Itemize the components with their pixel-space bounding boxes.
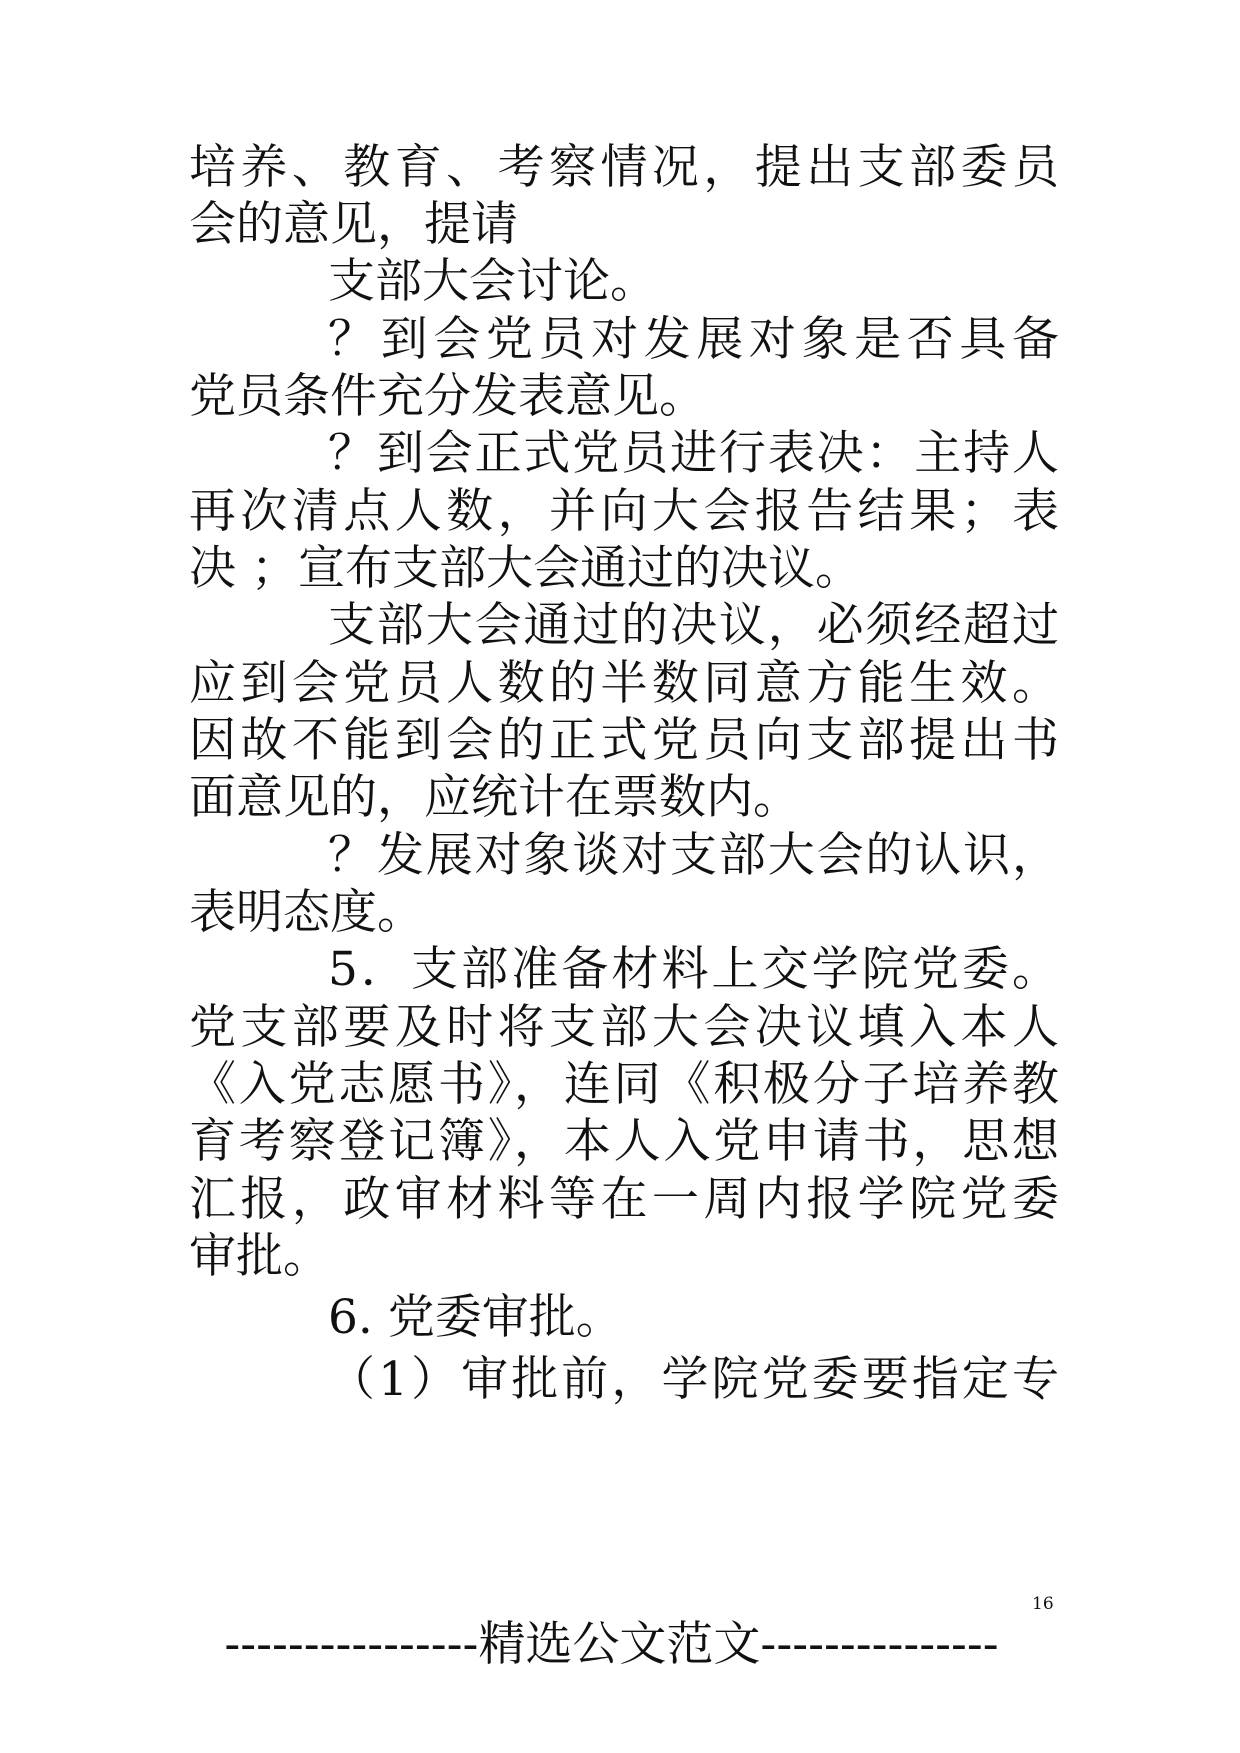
body-line: （1）审批前，学院党委要指定专 bbox=[328, 1352, 1059, 1407]
body-line: 表明态度。 bbox=[189, 885, 424, 940]
page-number: 16 bbox=[1032, 1594, 1054, 1614]
body-line: 应到会党员人数的半数同意方能生效。 bbox=[189, 656, 1059, 711]
body-line: 因故不能到会的正式党员向支部提出书 bbox=[189, 713, 1059, 768]
body-line: 汇报，政审材料等在一周内报学院党委 bbox=[189, 1172, 1059, 1227]
body-line: 《入党志愿书》，连同《积极分子培养教 bbox=[189, 1057, 1059, 1112]
body-line: ？发展对象谈对支部大会的认识， bbox=[328, 828, 1059, 883]
body-line: 培养、教育、考察情况，提出支部委员 bbox=[189, 140, 1059, 195]
body-line: 6. 党委审批。 bbox=[328, 1290, 623, 1345]
body-line: 审批。 bbox=[189, 1229, 330, 1284]
body-line: 5．支部准备材料上交学院党委。 bbox=[328, 942, 1059, 997]
body-line: 支部大会讨论。 bbox=[328, 254, 657, 309]
body-line: 决 ；宣布支部大会通过的决议。 bbox=[189, 541, 862, 596]
body-line: 会的意见，提请 bbox=[189, 197, 518, 252]
footer-banner: ----------------精选公文范文--------------- bbox=[224, 1617, 999, 1672]
body-line: ？到会党员对发展对象是否具备 bbox=[328, 312, 1059, 367]
body-line: 支部大会通过的决议，必须经超过 bbox=[328, 598, 1059, 653]
body-line: 再次清点人数，并向大会报告结果；表 bbox=[189, 484, 1059, 539]
body-line: 育考察登记簿》，本人入党申请书，思想 bbox=[189, 1114, 1059, 1169]
body-line: 面意见的，应统计在票数内。 bbox=[189, 770, 800, 825]
body-line: 党支部要及时将支部大会决议填入本人 bbox=[189, 1000, 1059, 1055]
body-line: ？到会正式党员进行表决：主持人 bbox=[328, 426, 1059, 481]
body-line: 党员条件充分发表意见。 bbox=[189, 369, 706, 424]
